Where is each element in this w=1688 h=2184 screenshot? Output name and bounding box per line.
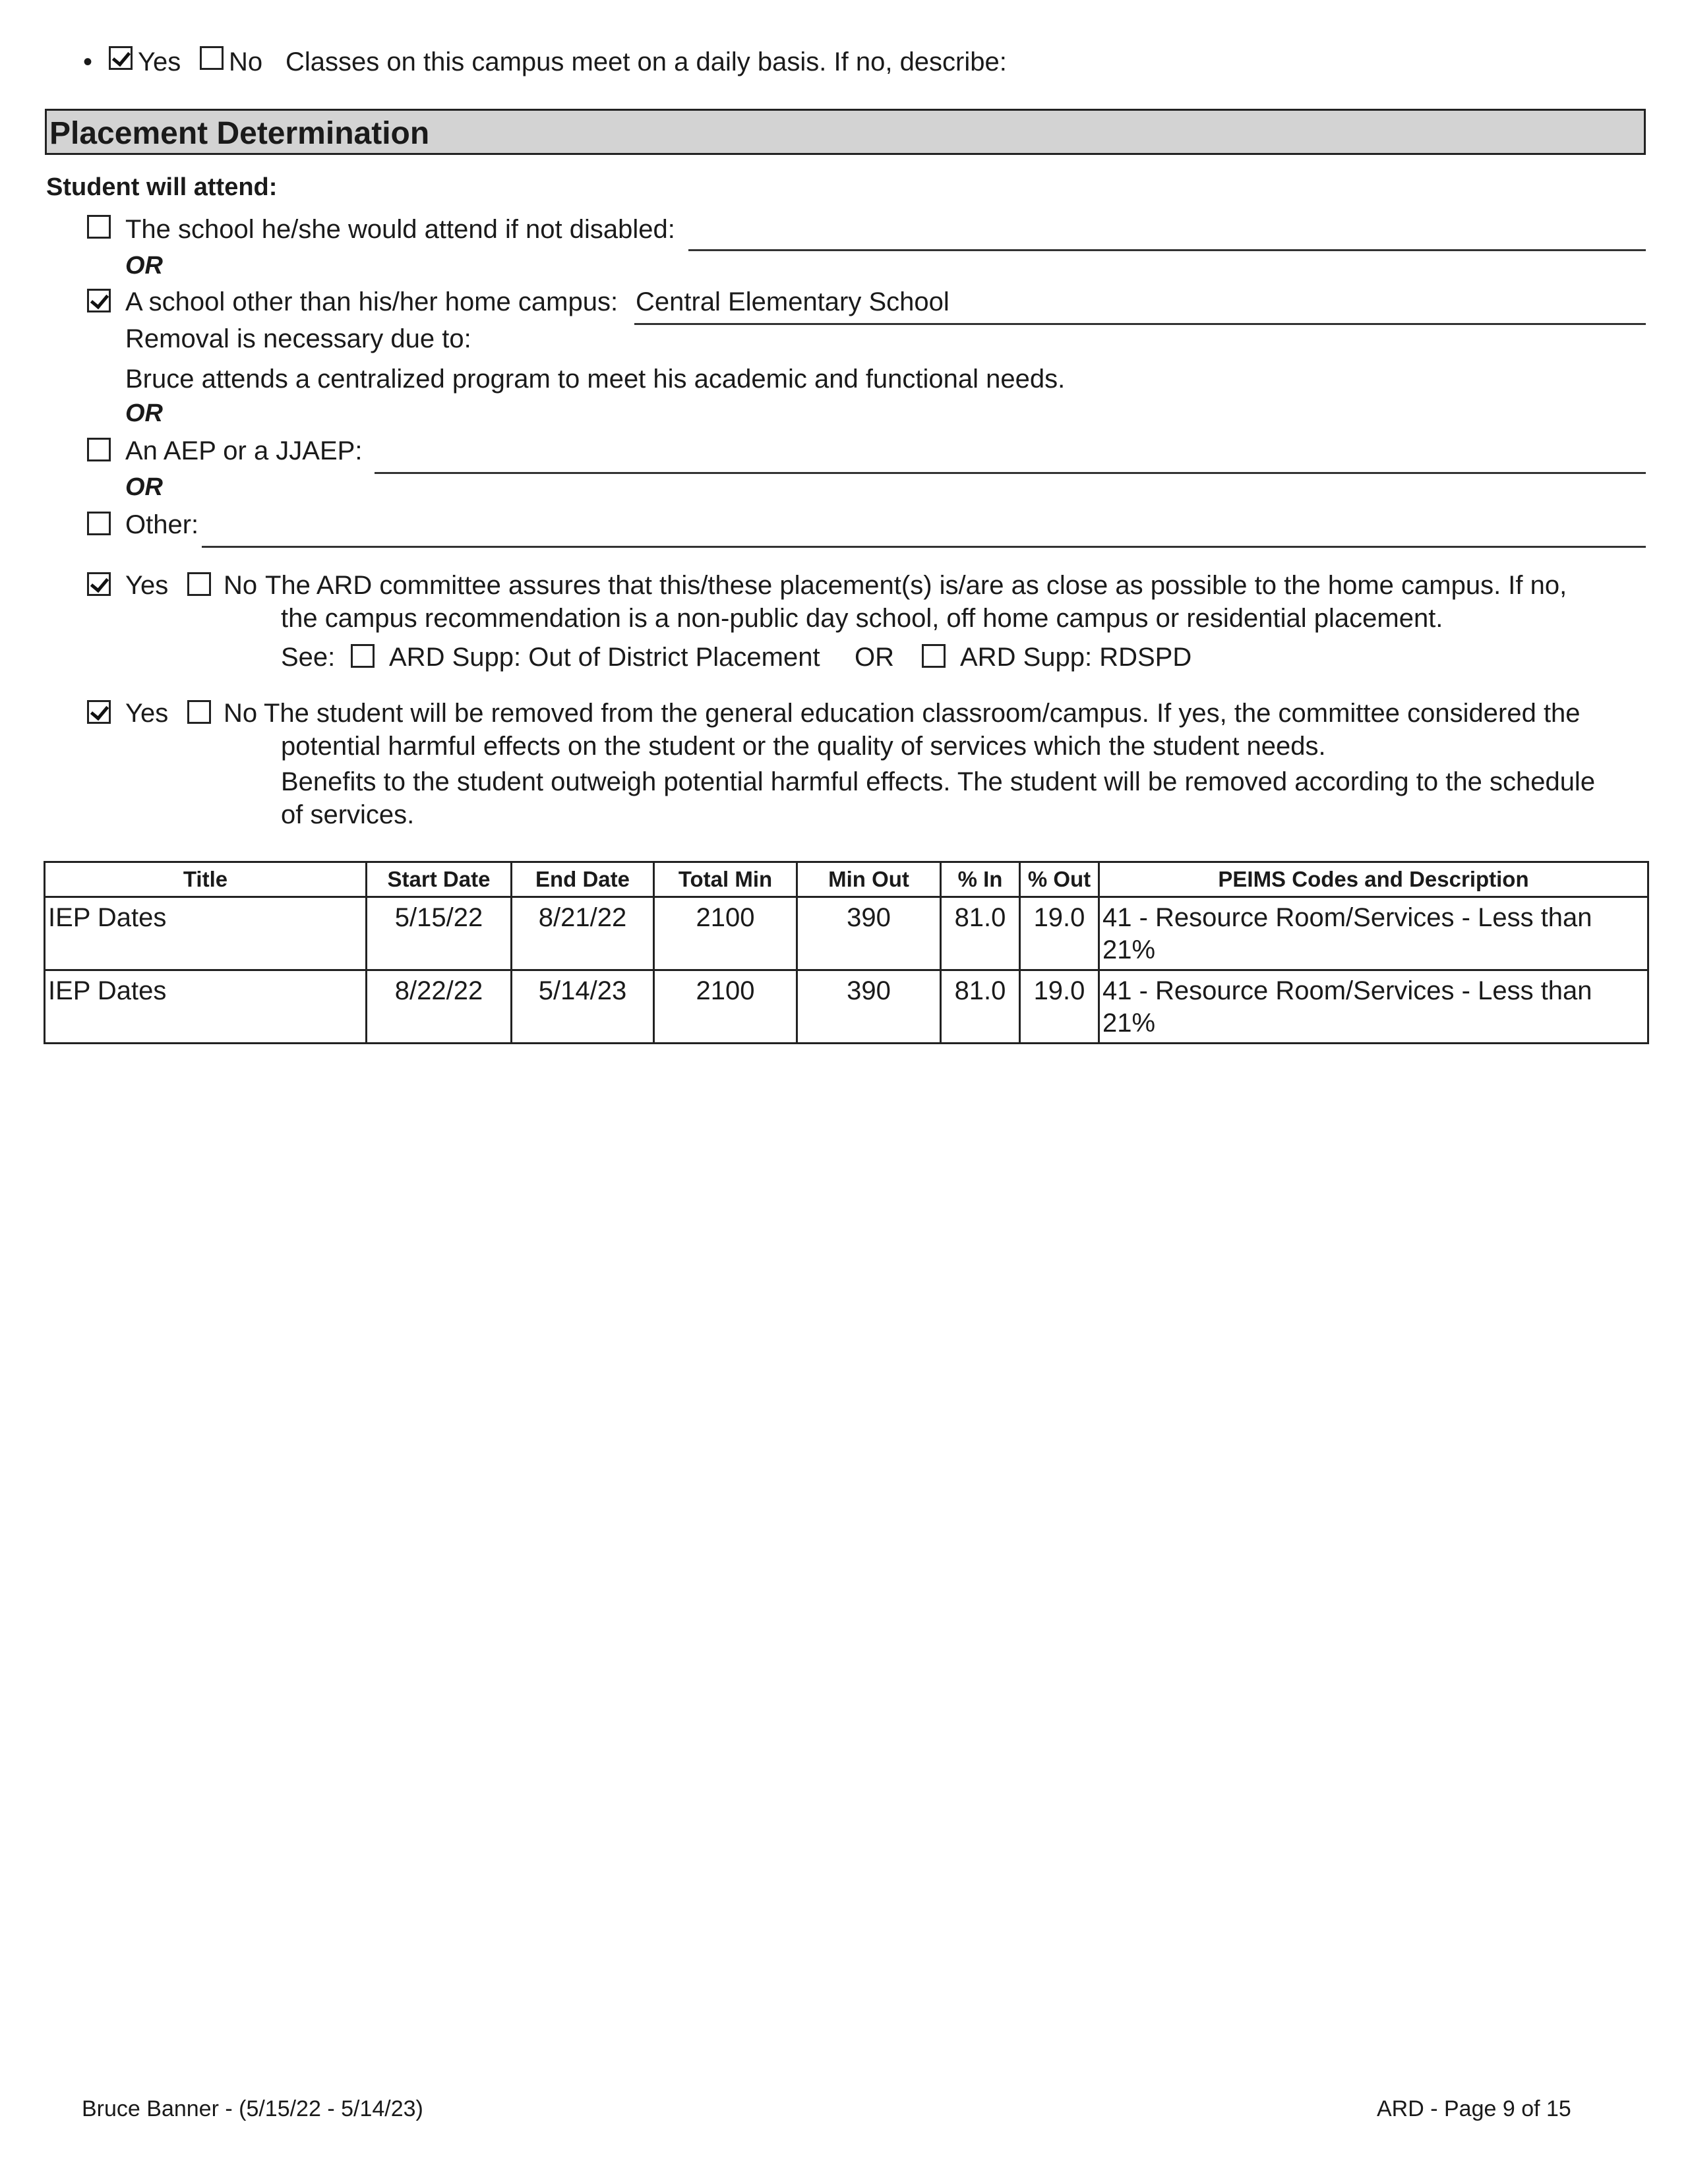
or-label-3: OR: [125, 473, 163, 501]
assurance-see-label: See:: [281, 643, 336, 672]
option-aep-label: An AEP or a JJAEP:: [125, 436, 363, 465]
cell-pct-out: 19.0: [1020, 970, 1099, 1044]
removal-line-1: The student will be removed from the general education classroom/campus. If yes, the committee considered the: [264, 699, 1581, 728]
removal-line-4: of services.: [281, 800, 415, 829]
daily-no-label: No: [229, 47, 263, 76]
col-min-out-header: Min Out: [797, 862, 941, 897]
assurance-no-checkbox[interactable]: [187, 572, 211, 596]
or-label-2: OR: [125, 399, 163, 427]
col-peims-header: PEIMS Codes and Description: [1099, 862, 1648, 897]
option-aep-checkbox[interactable]: [87, 438, 111, 461]
cell-end-date: 8/21/22: [512, 897, 654, 970]
removal-reason: Bruce attends a centralized program to meet his academic and functional needs.: [125, 365, 1066, 394]
option-aep-line: [375, 472, 1646, 474]
removal-line-2: potential harmful effects on the student or the quality of services which the student needs.: [281, 732, 1326, 761]
assurance-yes-label: Yes: [125, 571, 169, 600]
option-home-school-line: [688, 249, 1646, 251]
col-pct-out-header: % Out: [1020, 862, 1099, 897]
supp-rdspd-label: ARD Supp: RDSPD: [960, 643, 1192, 672]
table-header-row: [45, 862, 1648, 897]
option-home-school-checkbox[interactable]: [87, 215, 111, 239]
option-other-label: Other:: [125, 510, 199, 539]
cell-pct-out: 19.0: [1020, 897, 1099, 970]
col-pct-in-header: % In: [941, 862, 1020, 897]
table-row: [45, 970, 1648, 1044]
cell-min-out: 390: [797, 970, 941, 1044]
services-table: [44, 861, 1649, 1044]
daily-yes-checkbox[interactable]: [109, 46, 133, 70]
cell-peims: 41 - Resource Room/Services - Less than 21%: [1099, 970, 1648, 1044]
cell-total-min: 2100: [654, 897, 797, 970]
removal-yes-label: Yes: [125, 699, 169, 728]
bullet: •: [83, 47, 93, 76]
section-title: Placement Determination: [49, 116, 430, 151]
footer-page-number: ARD - Page 9 of 15: [1377, 2096, 1571, 2121]
cell-start-date: 5/15/22: [367, 897, 512, 970]
cell-pct-in: 81.0: [941, 897, 1020, 970]
cell-title: IEP Dates: [45, 897, 367, 970]
col-total-min-header: Total Min: [654, 862, 797, 897]
cell-peims: 41 - Resource Room/Services - Less than 21%: [1099, 897, 1648, 970]
assurance-line-2: the campus recommendation is a non-public day school, off home campus or residential placement.: [281, 604, 1443, 633]
assurance-no-label: No: [224, 571, 258, 600]
footer-student-info: Bruce Banner - (5/15/22 - 5/14/23): [82, 2096, 423, 2121]
option-other-campus-checkbox[interactable]: [87, 289, 111, 312]
assurance-yes-checkbox[interactable]: [87, 572, 111, 596]
col-title-header: Title: [45, 862, 367, 897]
daily-classes-text: Classes on this campus meet on a daily basis. If no, describe:: [286, 47, 1007, 76]
cell-title: IEP Dates: [45, 970, 367, 1044]
option-other-checkbox[interactable]: [87, 512, 111, 535]
supp-rdspd-checkbox[interactable]: [922, 644, 946, 668]
cell-end-date: 5/14/23: [512, 970, 654, 1044]
col-end-date-header: End Date: [512, 862, 654, 897]
supp-or-label: OR: [855, 643, 894, 672]
removal-no-checkbox[interactable]: [187, 700, 211, 724]
cell-pct-in: 81.0: [941, 970, 1020, 1044]
option-home-school-label: The school he/she would attend if not disabled:: [125, 215, 675, 244]
supp-out-of-district-label: ARD Supp: Out of District Placement: [389, 643, 820, 672]
cell-min-out: 390: [797, 897, 941, 970]
option-other-campus-label: A school other than his/her home campus:: [125, 287, 618, 316]
or-label-1: OR: [125, 252, 163, 280]
daily-no-checkbox[interactable]: [200, 46, 224, 70]
option-other-campus-value[interactable]: Central Elementary School: [636, 287, 950, 316]
section-header: [45, 109, 1646, 155]
removal-line-3: Benefits to the student outweigh potential harmful effects. The student will be removed according to the schedule: [281, 767, 1596, 796]
cell-start-date: 8/22/22: [367, 970, 512, 1044]
col-start-date-header: Start Date: [367, 862, 512, 897]
daily-yes-label: Yes: [138, 47, 181, 76]
cell-total-min: 2100: [654, 970, 797, 1044]
assurance-line-1: The ARD committee assures that this/these placement(s) is/are as close as possible to the home campus. If no,: [265, 571, 1567, 600]
removal-yes-checkbox[interactable]: [87, 700, 111, 724]
option-other-line: [202, 546, 1646, 548]
removal-no-label: No: [224, 699, 258, 728]
student-will-attend-label: Student will attend:: [46, 173, 278, 201]
removal-label: Removal is necessary due to:: [125, 324, 471, 353]
option-other-campus-line: [634, 323, 1646, 325]
supp-out-of-district-checkbox[interactable]: [351, 644, 375, 668]
table-row: [45, 897, 1648, 970]
